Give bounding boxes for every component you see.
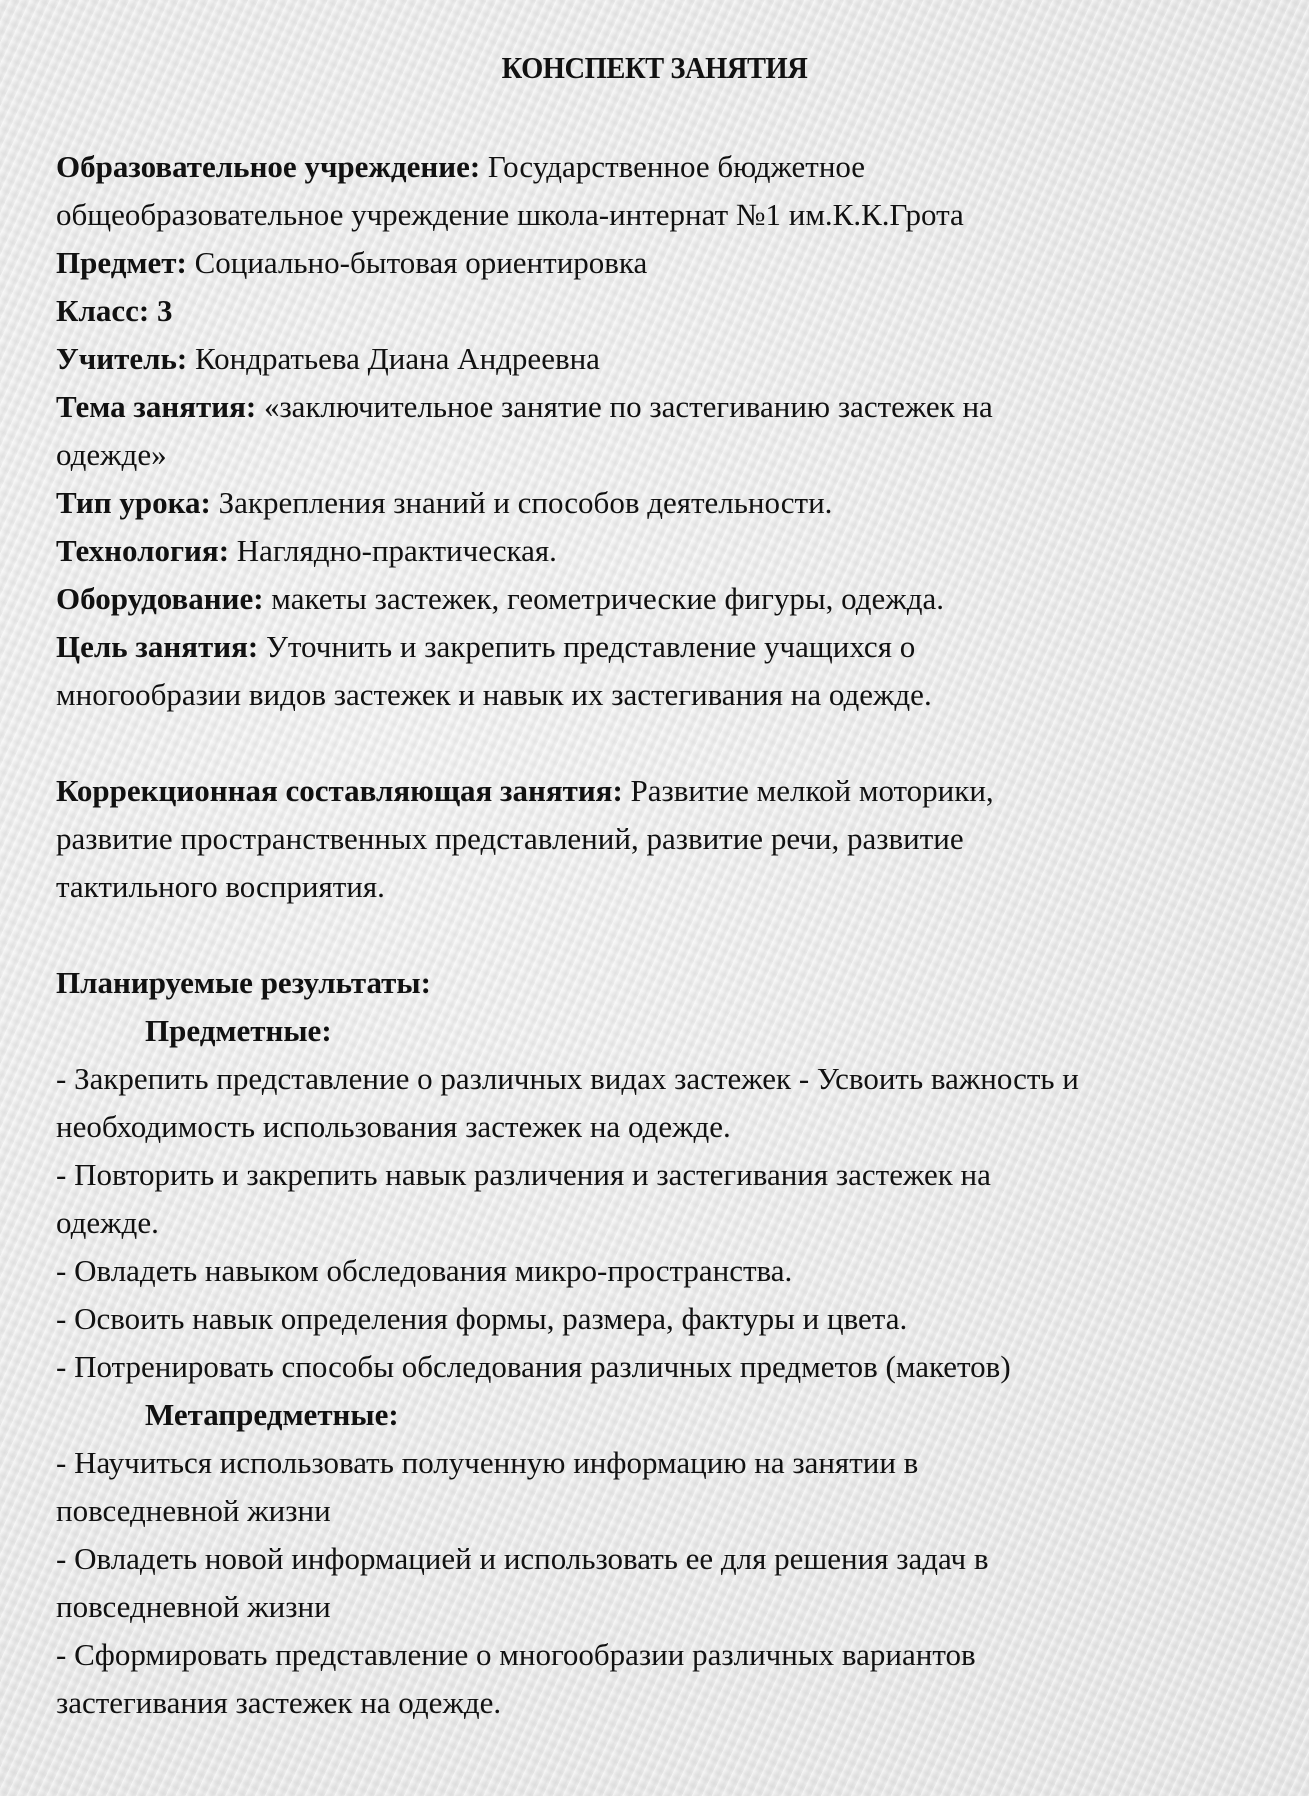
field-value-continuation: одежде» <box>56 437 167 472</box>
field-value: макеты застежек, геометрические фигуры, одежда. <box>263 581 945 616</box>
field-topic <box>56 383 1276 479</box>
field-value: Наглядно-практическая. <box>229 533 557 568</box>
list-item-continuation: необходимость использования застежек на одежде. <box>56 1109 731 1144</box>
field-label: Учитель: <box>56 341 188 376</box>
field-value-continuation: тактильного восприятия. <box>56 869 385 904</box>
field-value-continuation: развитие пространственных представлений, развитие речи, развитие <box>56 821 964 856</box>
list-item-continuation: повседневной жизни <box>56 1493 331 1528</box>
field-value: Уточнить и закрепить представление учащихся о <box>258 629 916 664</box>
list-item: - Овладеть навыком обследования микро-пространства. <box>56 1253 793 1288</box>
field-teacher <box>56 335 1276 383</box>
field-value-continuation: общеобразовательное учреждение школа-интернат №1 им.К.К.Грота <box>56 197 964 232</box>
field-technology <box>56 527 1276 575</box>
planned-results-section <box>56 959 1276 1727</box>
field-label: Класс: 3 <box>56 293 173 328</box>
field-value: Кондратьева Диана Андреевна <box>187 341 600 376</box>
list-item: - Потренировать способы обследования различных предметов (макетов) <box>56 1349 1011 1384</box>
list-item: - Научиться использовать полученную информацию на занятии в <box>56 1445 919 1480</box>
field-label: Коррекционная составляющая занятия: <box>56 773 623 808</box>
list-item: - Овладеть новой информацией и использовать ее для решения задач в <box>56 1541 989 1576</box>
spacer <box>56 911 1276 959</box>
field-class <box>56 287 1276 335</box>
field-lesson-type <box>56 479 1276 527</box>
list-item-continuation: застегивания застежек на одежде. <box>56 1685 502 1720</box>
field-label: Предмет: <box>56 245 187 280</box>
field-label: Тип урока: <box>56 485 211 520</box>
field-equipment <box>56 575 1276 623</box>
field-correction <box>56 767 1276 911</box>
field-label: Цель занятия: <box>56 629 259 664</box>
field-value-continuation: многообразии видов застежек и навык их застегивания на одежде. <box>56 677 932 712</box>
list-item-continuation: повседневной жизни <box>56 1589 331 1624</box>
document-body <box>56 143 1276 1727</box>
field-value: Социально-бытовая ориентировка <box>186 245 648 280</box>
field-label: Тема занятия: <box>56 389 257 424</box>
field-value: Развитие мелкой моторики, <box>622 773 994 808</box>
list-item: - Закрепить представление о различных видах застежек - Усвоить важность и <box>56 1061 1079 1096</box>
field-label: Образовательное учреждение: <box>56 149 481 184</box>
field-value: Закрепления знаний и способов деятельности. <box>210 485 833 520</box>
spacer <box>56 719 1276 767</box>
field-institution <box>56 143 1276 239</box>
page-title: КОНСПЕКТ ЗАНЯТИЯ <box>501 50 808 85</box>
field-value: Государственное бюджетное <box>480 149 866 184</box>
list-item: - Сформировать представление о многообразии различных вариантов <box>56 1637 976 1672</box>
field-label: Оборудование: <box>56 581 264 616</box>
subsection-heading-subject: Предметные: <box>145 1013 332 1048</box>
field-label: Технология: <box>56 533 230 568</box>
list-item: - Повторить и закрепить навык различения и застегивания застежек на <box>56 1157 991 1192</box>
field-goal <box>56 623 1276 719</box>
section-heading: Планируемые результаты: <box>56 965 431 1000</box>
list-item-continuation: одежде. <box>56 1205 159 1240</box>
field-value: «заключительное занятие по застегиванию застежек на <box>256 389 993 424</box>
list-item: - Освоить навык определения формы, размера, фактуры и цвета. <box>56 1301 908 1336</box>
field-subject <box>56 239 1276 287</box>
subsection-heading-meta: Метапредметные: <box>145 1397 399 1432</box>
